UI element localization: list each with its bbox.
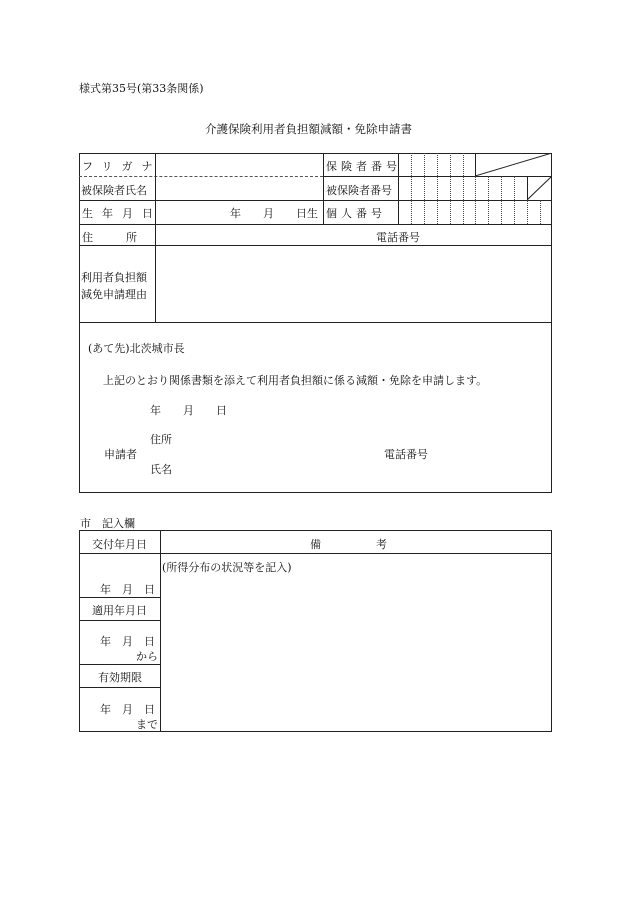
applicant-phone-label: 電話番号 xyxy=(384,448,428,461)
effective-date-label: 適用年月日 xyxy=(92,604,147,617)
insurer-number-diagonal xyxy=(475,153,552,176)
insured-number-diagonal xyxy=(527,176,552,200)
phone-label: 電話番号 xyxy=(376,231,420,244)
personal-number-label: 個人番号 xyxy=(326,207,386,220)
form-number: 様式第35号(第33条関係) xyxy=(79,82,204,95)
addressee: (あて先)北茨城市長 xyxy=(88,342,185,355)
address-label: 住 所 xyxy=(82,231,137,244)
birthdate-label: 生年月日 xyxy=(82,207,162,220)
applicant-label: 申請者 xyxy=(104,448,137,461)
insured-name-label: 被保険者氏名 xyxy=(81,184,147,197)
applicant-name-label: 氏名 xyxy=(150,463,172,476)
until-label: まで xyxy=(136,718,158,731)
insurer-number-label: 保険者番号 xyxy=(326,160,401,173)
reason-label-line-2: 減免申請理由 xyxy=(81,288,147,301)
remarks-label: 備 考 xyxy=(310,538,387,551)
issue-date-format: 年 月 日 xyxy=(100,583,155,596)
request-date: 年 月 日 xyxy=(150,404,227,417)
effective-date-format: 年 月 日 xyxy=(100,635,155,648)
request-statement: 上記のとおり関係書類を添えて利用者負担額に係る減額・免除を申請します。 xyxy=(103,374,488,387)
applicant-address-label: 住所 xyxy=(150,433,172,446)
remarks-note: (所得分布の状況等を記入) xyxy=(162,561,292,574)
form-title: 介護保険利用者負担額減額・免除申請書 xyxy=(205,122,412,136)
furigana-label: フリガナ xyxy=(82,160,162,173)
reason-label-line-1: 利用者負担額 xyxy=(81,271,147,284)
insured-number-label: 被保険者番号 xyxy=(326,184,392,197)
validity-label: 有効期限 xyxy=(98,671,142,684)
birthdate-format: 年 月 日生 xyxy=(230,207,318,220)
validity-date-format: 年 月 日 xyxy=(100,703,155,716)
issue-date-label: 交付年月日 xyxy=(92,538,147,551)
city-section-heading: 市 記入欄 xyxy=(80,517,135,530)
from-label: から xyxy=(136,650,158,663)
